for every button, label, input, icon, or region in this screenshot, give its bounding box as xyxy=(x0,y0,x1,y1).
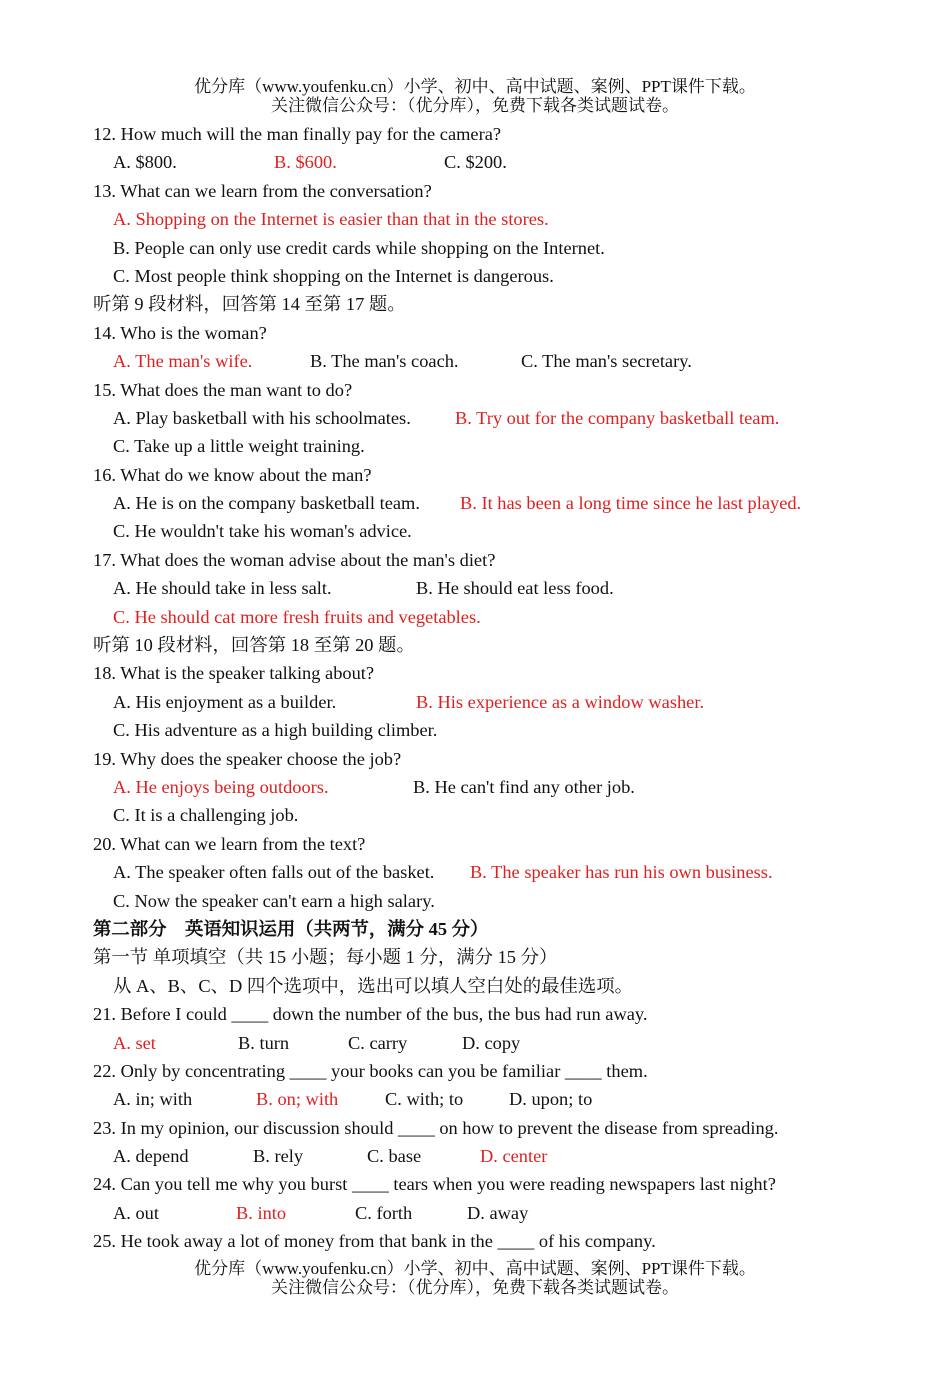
answer-option: A. He enjoys being outdoors. xyxy=(113,776,329,797)
answer-option: C. He should cat more fresh fruits and vegetables. xyxy=(113,606,481,627)
option-row xyxy=(93,404,913,432)
answer-option: B. His experience as a window washer. xyxy=(416,691,705,712)
option-row xyxy=(93,574,913,602)
option: A. His enjoyment as a builder. xyxy=(113,691,337,712)
option: C. carry xyxy=(348,1032,408,1053)
answer-option: B. into xyxy=(236,1202,287,1223)
footer-line-2: 关注微信公众号：（优分库），免费下载各类试题试卷。 xyxy=(271,1278,679,1297)
option: C. Take up a little weight training. xyxy=(113,436,365,457)
answer-option: B. $600. xyxy=(274,152,337,173)
option-row xyxy=(93,1085,913,1113)
option-row xyxy=(93,688,913,716)
option-row xyxy=(93,148,913,176)
question: 21. Before I could ____ down the number of the bus, the bus had run away. xyxy=(93,1004,648,1025)
option: A. out xyxy=(113,1202,159,1223)
option: C. His adventure as a high building climber. xyxy=(113,720,438,741)
option: A. Play basketball with his schoolmates. xyxy=(113,407,411,428)
exam-content xyxy=(93,120,913,1256)
answer-option: A. set xyxy=(113,1032,156,1053)
question: 16. What do we know about the man? xyxy=(93,464,372,485)
question: 19. Why does the speaker choose the job? xyxy=(93,748,402,769)
answer-option: B. Try out for the company basketball team. xyxy=(455,407,780,428)
page-footer xyxy=(0,1259,950,1297)
option-row xyxy=(93,1029,913,1057)
answer-option: B. It has been a long time since he last played. xyxy=(460,493,802,514)
option: C. The man's secretary. xyxy=(521,351,692,372)
option: A. He is on the company basketball team. xyxy=(113,493,420,514)
header-line-2: 关注微信公众号：（优分库），免费下载各类试题试卷。 xyxy=(271,96,679,115)
option: C. with; to xyxy=(385,1089,464,1110)
option-row xyxy=(93,858,913,886)
option: A. in; with xyxy=(113,1089,193,1110)
question: 25. He took away a lot of money from that bank in the ____ of his company. xyxy=(93,1231,656,1252)
option: A. $800. xyxy=(113,152,177,173)
answer-option: B. on; with xyxy=(256,1089,339,1110)
instruction: 听第 9 段材料，回答第 14 至第 17 题。 xyxy=(93,294,406,315)
instruction: 从 A、B、C、D 四个选项中，选出可以填人空白处的最佳选项。 xyxy=(113,975,634,996)
option-row xyxy=(93,1199,913,1227)
option: A. He should take in less salt. xyxy=(113,578,332,599)
option-row xyxy=(93,489,913,517)
option-row xyxy=(93,347,913,375)
option: B. The man's coach. xyxy=(310,351,459,372)
option: C. It is a challenging job. xyxy=(113,805,299,826)
option: C. base xyxy=(367,1146,422,1167)
page-header xyxy=(0,77,950,115)
option-row xyxy=(93,773,913,801)
question: 13. What can we learn from the conversation? xyxy=(93,180,432,201)
option: B. People can only use credit cards while shopping on the Internet. xyxy=(113,237,605,258)
option: B. turn xyxy=(238,1032,290,1053)
option-row xyxy=(93,1142,913,1170)
instruction: 第一节 单项填空（共 15 小题；每小题 1 分，满分 15 分） xyxy=(93,947,558,968)
question: 22. Only by concentrating ____ your books can you be familiar ____ them. xyxy=(93,1060,648,1081)
question: 20. What can we learn from the text? xyxy=(93,833,366,854)
option: D. copy xyxy=(462,1032,521,1053)
question: 14. Who is the woman? xyxy=(93,322,267,343)
option: A. The speaker often falls out of the basket. xyxy=(113,862,435,883)
option: A. depend xyxy=(113,1146,189,1167)
option: C. forth xyxy=(355,1202,413,1223)
answer-option: A. The man's wife. xyxy=(113,351,253,372)
question: 15. What does the man want to do? xyxy=(93,379,353,400)
option: D. away xyxy=(467,1202,529,1223)
answer-option: B. The speaker has run his own business. xyxy=(470,862,773,883)
option: B. He should eat less food. xyxy=(416,578,614,599)
instruction: 听第 10 段材料，回答第 18 至第 20 题。 xyxy=(93,635,415,656)
question: 18. What is the speaker talking about? xyxy=(93,663,375,684)
option: C. Most people think shopping on the Internet is dangerous. xyxy=(113,265,554,286)
question: 24. Can you tell me why you burst ____ tears when you were reading newspapers last night? xyxy=(93,1174,776,1195)
answer-option: D. center xyxy=(480,1146,548,1167)
option: D. upon; to xyxy=(509,1089,593,1110)
question: 12. How much will the man finally pay for the camera? xyxy=(93,124,502,144)
option: B. rely xyxy=(253,1146,304,1167)
option: C. $200. xyxy=(444,152,507,173)
answer-option: A. Shopping on the Internet is easier than that in the stores. xyxy=(113,209,549,230)
question: 23. In my opinion, our discussion should ____ on how to prevent the disease from spreading. xyxy=(93,1117,779,1138)
option: C. Now the speaker can't earn a high salary. xyxy=(113,890,435,911)
header-line-1: 优分库（www.youfenku.cn）小学、初中、高中试题、案例、PPT课件下载。 xyxy=(194,77,756,96)
footer-line-1: 优分库（www.youfenku.cn）小学、初中、高中试题、案例、PPT课件下载。 xyxy=(194,1259,756,1278)
option: C. He wouldn't take his woman's advice. xyxy=(113,521,412,542)
question: 17. What does the woman advise about the man's diet? xyxy=(93,549,496,570)
section-heading: 第二部分 英语知识运用（共两节，满分 45 分） xyxy=(93,918,489,939)
option: B. He can't find any other job. xyxy=(413,776,635,797)
